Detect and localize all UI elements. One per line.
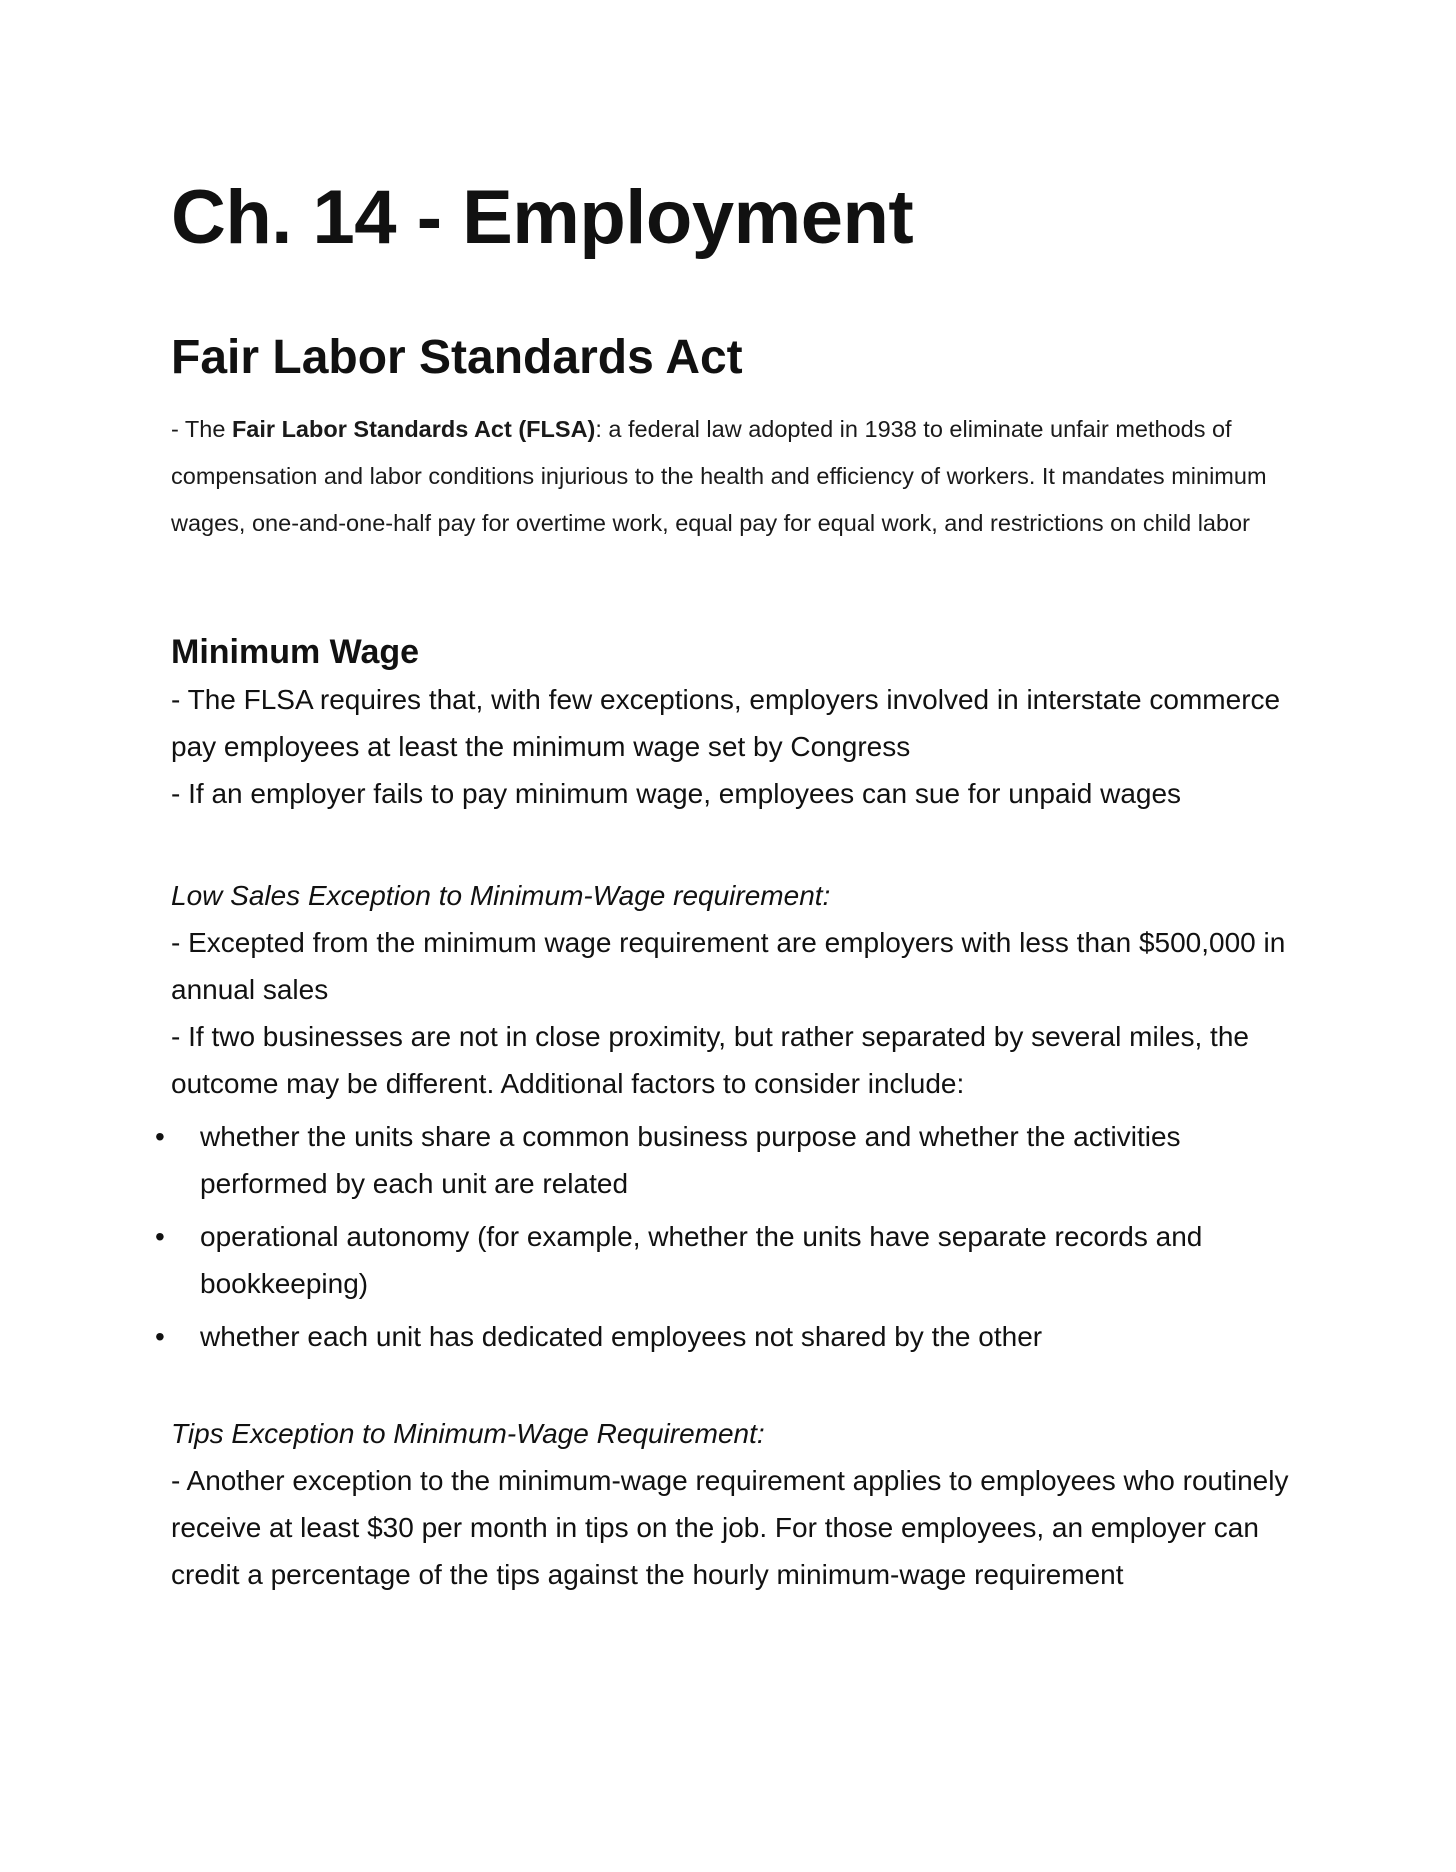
tips-exception-paragraph: - Another exception to the minimum-wage requirement applies to employees who routinely receive at least $30 per month in tips on the job. For those employees, an employer can credit a percentage of the tips against the hourly minimum-wage requirement	[171, 1465, 1289, 1590]
bullet-icon: •	[155, 1121, 165, 1152]
flsa-definition	[171, 406, 1281, 547]
list-item	[155, 1113, 1291, 1207]
factors-list	[155, 1113, 1291, 1360]
minimum-wage-paragraph: - The FLSA requires that, with few exceptions, employers involved in interstate commerce pay employees at least the minimum wage set by Congress	[171, 684, 1281, 762]
list-item-text: whether the units share a common business purpose and whether the activities performed by each unit are related	[200, 1121, 1181, 1199]
bullet-icon: •	[155, 1221, 165, 1252]
flsa-term: Fair Labor Standards Act (FLSA)	[231, 416, 596, 442]
low-sales-exception-section	[155, 872, 1291, 1360]
minimum-wage-paragraph: - If an employer fails to pay minimum wage, employees can sue for unpaid wages	[171, 778, 1182, 809]
list-item-text: operational autonomy (for example, whether the units have separate records and bookkeeping)	[200, 1221, 1203, 1299]
low-sales-exception-heading: Low Sales Exception to Minimum-Wage requirement:	[171, 880, 831, 911]
flsa-definition-prefix: - The	[171, 416, 232, 442]
minimum-wage-heading: Minimum Wage	[171, 633, 420, 671]
section-title: Fair Labor Standards Act	[171, 331, 743, 384]
flsa-definition-text: : a federal law adopted in 1938 to eliminate unfair methods of compensation and labor conditions injurious to the health and efficiency of workers. It mandates minimum wages, one-and-one-half pay for overtime work, equal pay for equal work, and restrictions on child labor	[171, 416, 1267, 536]
document-title: Ch. 14 - Employment	[171, 175, 914, 260]
tips-exception-heading: Tips Exception to Minimum-Wage Requirement:	[171, 1418, 765, 1449]
list-item-text: whether each unit has dedicated employees not shared by the other	[200, 1321, 1043, 1352]
low-sales-paragraph: - If two businesses are not in close proximity, but rather separated by several miles, the outcome may be different. Additional factors to consider include:	[171, 1021, 1249, 1099]
low-sales-paragraph: - Excepted from the minimum wage requirement are employers with less than $500,000 in annual sales	[171, 927, 1286, 1005]
bullet-icon: •	[155, 1321, 165, 1352]
list-item	[155, 1313, 1291, 1360]
minimum-wage-section	[171, 676, 1291, 817]
tips-exception-section	[171, 1410, 1291, 1598]
list-item	[155, 1213, 1291, 1307]
